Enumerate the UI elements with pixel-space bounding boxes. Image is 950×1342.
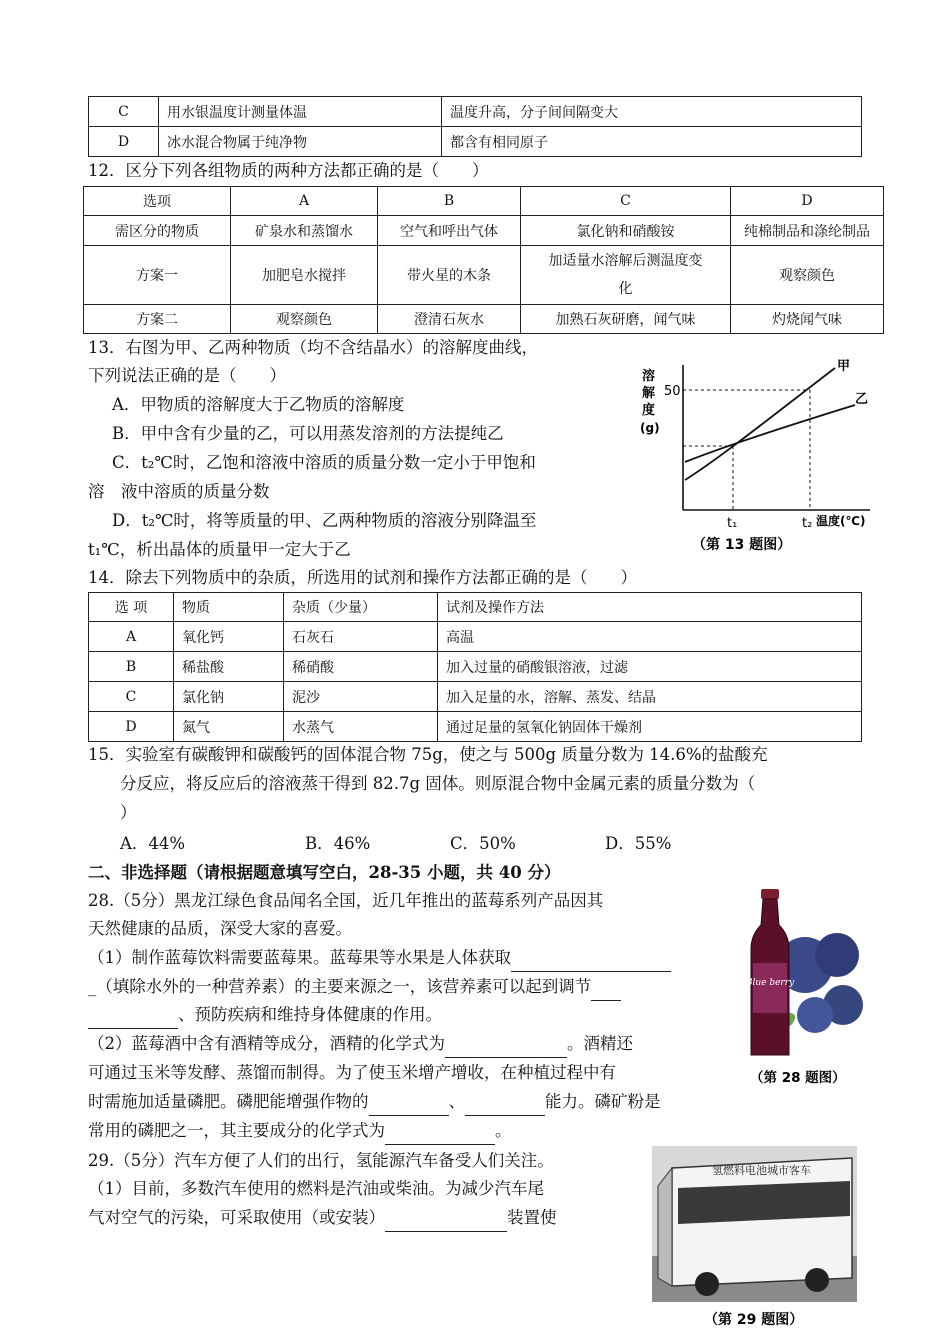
table-header-cell: 杂质（少量） (284, 593, 438, 622)
q29-text: 装置使 (507, 1208, 557, 1227)
answer-blank[interactable] (465, 1097, 545, 1116)
table-cell: D (89, 127, 159, 157)
q13-option-d: D．t₂℃时，将等质量的甲、乙两种物质的溶液分别降温至 (112, 511, 537, 530)
table-cell: 氧化钙 (174, 622, 284, 652)
table-cell: 氯化钠和硝酸铵 (521, 216, 731, 246)
table-cell: 方案二 (84, 305, 231, 334)
table-cell: C (89, 682, 174, 712)
q13-option-c-cont: 溶 液中溶质的质量分数 (88, 482, 270, 501)
q28-line2: 天然健康的品质，深受大家的喜爱。 (88, 919, 352, 938)
q12-table (83, 186, 884, 334)
answer-blank[interactable] (511, 953, 671, 972)
q28-text: 。 (495, 1121, 512, 1140)
q12-stem: 12．区分下列各组物质的两种方法都正确的是（ ） (88, 161, 489, 180)
blueberry-icon (815, 933, 859, 977)
q15-option-d: D．55% (605, 834, 672, 853)
q15-line1: 15．实验室有碳酸钾和碳酸钙的固体混合物 75g，使之与 500g 质量分数为 14.6%的盐酸充 (88, 745, 768, 764)
q28-line6 (88, 1030, 633, 1058)
table-row (89, 593, 862, 622)
q15-option-a: A．44% (120, 834, 186, 853)
q15-line2: 分反应，将反应后的溶液蒸干得到 82.7g 固体。则原混合物中金属元素的质量分数为（ (120, 774, 756, 793)
q28-text: （2）蓝莓酒中含有酒精等成分，酒精的化学式为 (88, 1034, 445, 1053)
chart-series-jia (685, 368, 835, 480)
q28-text: _（填除水外的一种营养素）的主要来源之一，该营养素可以起到调节 (88, 977, 592, 996)
chart-ylabel: 解 (642, 386, 656, 401)
bottle-text: Blue berry (745, 978, 795, 988)
table-cell: 加熟石灰研磨，闻气味 (521, 305, 731, 334)
q28-line7: 可通过玉米等发酵、蒸馏而制得。为了使玉米增产增收，在种植过程中有 (88, 1063, 616, 1082)
figure-caption: （第 28 题图） (750, 1070, 846, 1086)
table-cell: 石灰石 (284, 622, 438, 652)
table-cell: 灼烧闻气味 (731, 305, 884, 334)
table-cell: 矿泉水和蒸馏水 (231, 216, 378, 246)
bottle-label (753, 963, 787, 1013)
q28-text: 、 (448, 1092, 465, 1111)
table-cell: 通过足量的氢氧化钠固体干燥剂 (438, 712, 862, 742)
table-header-cell: B (378, 187, 521, 216)
top-answer-table (88, 96, 862, 157)
bottle-cap (761, 889, 779, 899)
table-row (89, 97, 862, 127)
q28-line5 (88, 1001, 442, 1029)
q28-text: 能力。磷矿粉是 (545, 1092, 661, 1111)
chart-ylabel: (g) (640, 421, 660, 435)
table-row (89, 127, 862, 157)
q13-option-b: B．甲中含有少量的乙，可以用蒸发溶剂的方法提纯乙 (112, 424, 504, 443)
q28-text: 、预防疾病和维持身体健康的作用。 (178, 1005, 442, 1024)
q29-line2: （1）目前，多数汽车使用的燃料是汽油或柴油。为减少汽车尾 (88, 1179, 544, 1198)
figure-caption: （第 13 题图） (692, 537, 792, 553)
table-cell: C (89, 97, 159, 127)
table-header-cell: 选 项 (89, 593, 174, 622)
table-row (84, 216, 884, 246)
cell-line: 化 (618, 281, 633, 297)
table-cell: 澄清石灰水 (378, 305, 521, 334)
table-row (84, 187, 884, 216)
section-title: 二、非选择题（请根据题意填写空白，28-35 小题，共 40 分） (88, 863, 561, 882)
q13-line1: 13．右图为甲、乙两种物质（均不含结晶水）的溶解度曲线， (88, 338, 538, 357)
q15-line3: ） (120, 803, 137, 822)
q28-text: 常用的磷肥之一，其主要成分的化学式为 (88, 1121, 385, 1140)
blueberry-figure (745, 885, 865, 1095)
wheel-icon (695, 1272, 719, 1296)
table-cell: 观察颜色 (731, 246, 884, 305)
table-cell: 泥沙 (284, 682, 438, 712)
table-cell: 带火星的木条 (378, 246, 521, 305)
bus-figure (652, 1146, 857, 1342)
q14-table (88, 592, 862, 742)
table-header-cell: 物质 (174, 593, 284, 622)
chart-ylabel: 溶 (642, 369, 656, 384)
answer-blank[interactable] (385, 1126, 495, 1145)
answer-blank[interactable] (369, 1097, 449, 1116)
table-row (84, 246, 884, 305)
blueberry-icon (797, 997, 833, 1033)
table-header-cell: C (521, 187, 731, 216)
chart-x-tick: t₁ (727, 516, 738, 531)
table-cell: D (89, 712, 174, 742)
table-header-cell: 选项 (84, 187, 231, 216)
table-cell: 稀盐酸 (174, 652, 284, 682)
table-header-cell: A (231, 187, 378, 216)
chart-xlabel: 温度(℃) (816, 514, 866, 528)
q28-line4 (88, 973, 621, 1001)
q28-text: （1）制作蓝莓饮料需要蓝莓果。蓝莓果等水果是人体获取 (88, 948, 511, 967)
table-cell: 空气和呼出气体 (378, 216, 521, 246)
q29-line1: 29.（5分）汽车方便了人们的出行，氢能源汽车备受人们关注。 (88, 1151, 554, 1170)
q28-line9 (88, 1117, 512, 1145)
answer-blank[interactable] (445, 1039, 567, 1058)
bus-text: 氢燃料电池城市客车 (712, 1164, 811, 1177)
q13-option-a: A．甲物质的溶解度大于乙物质的溶解度 (112, 395, 405, 414)
wheel-icon (805, 1268, 829, 1292)
table-cell: 加入过量的硝酸银溶液，过滤 (438, 652, 862, 682)
table-header-cell: D (731, 187, 884, 216)
q28-text: 。酒精还 (567, 1034, 633, 1053)
cell-line: 加适量水溶解后测温度变 (548, 253, 703, 269)
chart-y-tick: 50 (664, 384, 681, 399)
solubility-chart (630, 350, 890, 560)
table-cell: B (89, 652, 174, 682)
chart-series-label-yi: 乙 (855, 392, 869, 407)
table-row (89, 682, 862, 712)
table-cell: 冰水混合物属于纯净物 (159, 127, 442, 157)
table-row (89, 652, 862, 682)
q14-stem: 14．除去下列物质中的杂质，所选用的试剂和操作方法都正确的是（ ） (88, 568, 637, 587)
q13-line2: 下列说法正确的是（ ） (88, 366, 286, 385)
table-cell: 观察颜色 (231, 305, 378, 334)
q28-line8 (88, 1088, 661, 1116)
q15-option-b: B．46% (305, 834, 371, 853)
answer-blank[interactable] (88, 1010, 178, 1029)
table-cell: 高温 (438, 622, 862, 652)
table-cell: 用水银温度计测量体温 (159, 97, 442, 127)
q28-line1: 28.（5分）黑龙江绿色食品闻名全国，近几年推出的蓝莓系列产品因其 (88, 891, 604, 910)
table-cell: 纯棉制品和涤纶制品 (731, 216, 884, 246)
table-cell: 都含有相同原子 (442, 127, 862, 157)
q15-option-c: C．50% (450, 834, 516, 853)
table-cell: 温度升高，分子间间隔变大 (442, 97, 862, 127)
table-row (89, 622, 862, 652)
answer-blank[interactable] (385, 1213, 507, 1232)
table-cell: 方案一 (84, 246, 231, 305)
chart-series-yi (685, 405, 855, 462)
q28-text: 时需施加适量磷肥。磷肥能增强作物的 (88, 1092, 369, 1111)
table-row (89, 712, 862, 742)
table-cell: 水蒸气 (284, 712, 438, 742)
q28-line3 (88, 944, 671, 972)
chart-series-label-jia: 甲 (837, 359, 851, 374)
chart-x-tick: t₂ (802, 516, 813, 531)
q29-line3 (88, 1204, 557, 1232)
chart-ylabel: 度 (642, 403, 656, 418)
table-cell: 加肥皂水搅拌 (231, 246, 378, 305)
figure-caption: （第 29 题图） (704, 1312, 804, 1328)
q13-option-c: C．t₂℃时，乙饱和溶液中溶质的质量分数一定小于甲饱和 (112, 453, 536, 472)
bus-front (658, 1168, 672, 1286)
table-cell: 氮气 (174, 712, 284, 742)
table-cell: 加入足量的水，溶解、蒸发、结晶 (438, 682, 862, 712)
q13-option-d-cont: t₁℃，析出晶体的质量甲一定大于乙 (88, 540, 351, 559)
table-cell: 氯化钠 (174, 682, 284, 712)
table-cell: 稀硝酸 (284, 652, 438, 682)
table-header-cell: 试剂及操作方法 (438, 593, 862, 622)
table-cell: A (89, 622, 174, 652)
table-row (84, 305, 884, 334)
q29-text: 气对空气的污染，可采取使用（或安装） (88, 1208, 385, 1227)
answer-blank[interactable] (591, 982, 621, 1001)
table-cell (521, 246, 731, 305)
table-cell: 需区分的物质 (84, 216, 231, 246)
